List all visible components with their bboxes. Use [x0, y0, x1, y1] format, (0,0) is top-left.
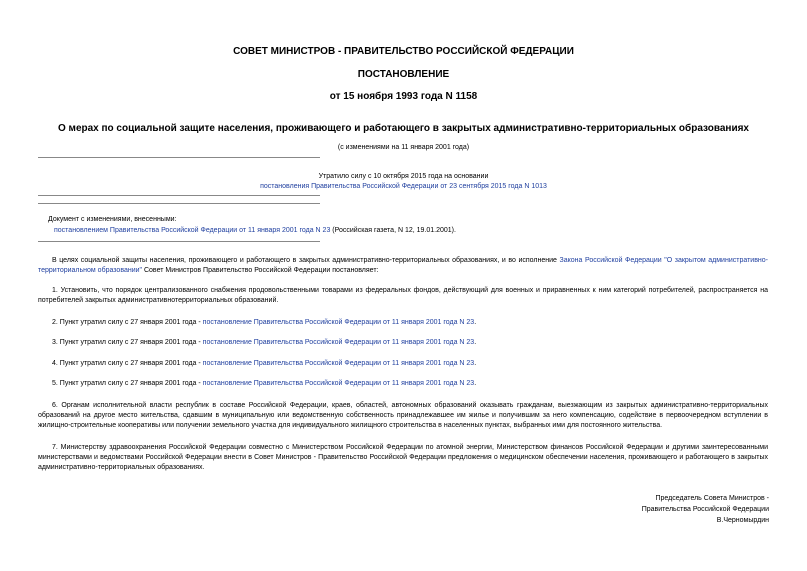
- item-number: 5.: [52, 380, 58, 387]
- repealed-text: Пункт утратил силу с 27 января 2001 года -: [57, 339, 203, 346]
- item-end: .: [474, 339, 477, 346]
- item-1: 1. Установить, что порядок централизованного снабжения продовольственными товарами из федеральных фондов, действующий для военных и приравненных к ним категорий потребителей, распространяется на потребителей закрытых административнотерриториальных образований.: [38, 287, 768, 304]
- item-7: 7. Министерству здравоохранения Российской Федерации совместно с Министерством Российской Федерации по атомной энергии, Министерством финансов Российской Федерации и другими заинтересованными министерствами и ведомствами Российской Федерации внести в Совет Министров - Правительство Российской Федерации предложения о медицинском обеспечении населения, проживающего и работающего в закрытых административно-территориальных образованиях.: [38, 444, 768, 471]
- divider: [38, 157, 320, 158]
- item-3: [38, 338, 768, 348]
- repeal-reference-link[interactable]: постановление Правительства Российской Федерации от 11 января 2001 года N 23: [202, 319, 475, 326]
- repeal-reference-link[interactable]: постановление Правительства Российской Федерации от 11 января 2001 года N 23: [202, 380, 475, 387]
- preamble-text-end: Совет Министров Правительство Российской Федерации постановляет:: [142, 267, 379, 274]
- document-type-heading: ПОСТАНОВЛЕНИЕ: [357, 69, 450, 80]
- signature-title-2: Правительства Российской Федерации: [641, 506, 769, 513]
- item-end: .: [474, 380, 477, 387]
- divider: [38, 195, 320, 196]
- repealed-text: Пункт утратил силу с 27 января 2001 года -: [57, 380, 203, 387]
- preamble-text: В целях социальной защиты населения, проживающего и работающего в закрытых административно-территориальных образованиях, и во исполнение: [52, 257, 560, 264]
- item-5: [38, 379, 768, 389]
- amendment-status: (с изменениями на 11 января 2001 года): [337, 144, 470, 151]
- law-link[interactable]: Закона Российской Федерации "О закрытом административно-территориальном образовании": [38, 257, 768, 274]
- divider: [38, 203, 320, 204]
- item-number: 4.: [52, 360, 58, 367]
- item-number: 3.: [52, 339, 58, 346]
- repeal-reference-link[interactable]: постановление Правительства Российской Федерации от 11 января 2001 года N 23: [202, 360, 475, 367]
- amendments-line: [54, 226, 456, 236]
- amendments-intro: Документ с изменениями, внесенными:: [48, 216, 177, 223]
- item-number: 2.: [52, 319, 58, 326]
- repeal-note: Утратило силу с 10 октября 2015 года на основании: [318, 173, 489, 180]
- repealed-text: Пункт утратил силу с 27 января 2001 года -: [57, 360, 203, 367]
- document-subject-heading: О мерах по социальной защите населения, проживающего и работающего в закрытых административно-территориальных образованиях: [57, 123, 749, 134]
- date-number-heading: от 15 ноября 1993 года N 1158: [329, 91, 478, 102]
- repeal-link[interactable]: постановления Правительства Российской Федерации от 23 сентября 2015 года N 1013: [260, 183, 547, 190]
- issuer-heading: СОВЕТ МИНИСТРОВ - ПРАВИТЕЛЬСТВО РОССИЙСКОЙ ФЕДЕРАЦИИ: [233, 46, 574, 57]
- item-6: 6. Органам исполнительной власти республик в составе Российской Федерации, краев, областей, автономных образований оказывать гражданам, выезжающим из закрытых административно-территориальных образований на другое место жительства, сдавшим в муниципальную или ведомственную собственность принадлежавшее им жилье и получившим за него компенсацию, содействие в первоочередном вступлении в жилищно-строительные кооперативы или получении земельного участка для индивидуального жилищного строительства в населенных пунктах, выбранных ими для постоянного жительства.: [38, 402, 768, 429]
- preamble: [38, 256, 768, 276]
- repeal-link-line: [0, 182, 807, 192]
- divider: [38, 241, 320, 242]
- amendment-source: (Российская газета, N 12, 19.01.2001).: [330, 227, 456, 234]
- amendment-link[interactable]: постановлением Правительства Российской Федерации от 11 января 2001 года N 23: [54, 227, 331, 234]
- repeal-reference-link[interactable]: постановление Правительства Российской Федерации от 11 января 2001 года N 23: [202, 339, 475, 346]
- repealed-text: Пункт утратил силу с 27 января 2001 года -: [57, 319, 203, 326]
- item-end: .: [474, 360, 477, 367]
- signatory-name: В.Черномырдин: [716, 517, 769, 524]
- item-2: [38, 318, 768, 328]
- item-end: .: [474, 319, 477, 326]
- item-4: [38, 359, 768, 369]
- signature-title-1: Председатель Совета Министров -: [655, 495, 769, 502]
